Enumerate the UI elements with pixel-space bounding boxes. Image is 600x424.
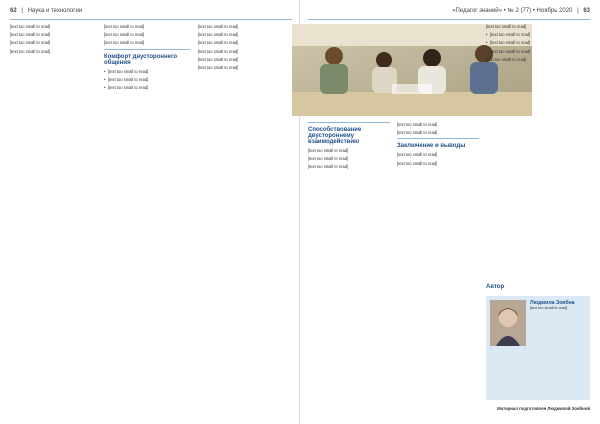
- left-page-header: [10, 8, 82, 18]
- section-heading: Заключение и выводы: [397, 143, 466, 150]
- author-name: Людмила Зоябна: [530, 300, 575, 306]
- paragraph: [text too small to read]: [198, 65, 239, 71]
- article-column-3: [198, 24, 290, 73]
- section-rule: [308, 122, 390, 123]
- paragraph: [text too small to read]: [104, 24, 145, 29]
- paragraph: [text too small to read]: [10, 48, 51, 54]
- paragraph: [text too small to read]: [486, 24, 527, 29]
- paragraph: [text too small to read]: [397, 160, 438, 166]
- header-rule: [10, 19, 292, 20]
- author-box: [486, 296, 590, 400]
- author-photo: [490, 300, 526, 346]
- bullet-item: • [text too small to read]: [486, 32, 590, 37]
- paragraph: [text too small to read]: [397, 152, 438, 158]
- paragraph: [text too small to read]: [308, 164, 349, 170]
- journal-title: «Педагог знаний» • № 2 (77) • Ноябрь 2020: [452, 8, 573, 14]
- paragraph: [text too small to read]: [397, 130, 438, 136]
- bullet-item: • [text too small to read]: [486, 49, 590, 54]
- footer-credit: Материал подготовлен Людмилой Зоябной: [497, 406, 590, 411]
- paragraph: [text too small to read]: [10, 40, 51, 46]
- section-heading: Способствование двустороннему взаимодействию: [308, 127, 362, 145]
- author-portrait: [490, 300, 526, 346]
- paragraph: [text too small to read]: [308, 156, 349, 162]
- page-number: 63: [583, 8, 590, 14]
- article-column-2: [104, 24, 190, 93]
- numbered-item: • [text too small to read]: [104, 69, 190, 74]
- page-number: 62: [10, 8, 17, 14]
- right-page-header: [452, 8, 590, 18]
- paragraph: [text too small to read]: [10, 24, 51, 29]
- paragraph: [text too small to read]: [198, 56, 239, 62]
- header-separator: |: [577, 8, 579, 14]
- paragraph: [text too small to read]: [10, 32, 51, 38]
- author-label: Автор: [486, 284, 505, 290]
- section-rule: [397, 138, 479, 139]
- paragraph: [text too small to read]: [198, 32, 239, 38]
- paragraph: [text too small to read]: [486, 56, 527, 62]
- paragraph: [text too small to read]: [104, 32, 145, 38]
- numbered-item: • [text too small to read]: [104, 85, 190, 90]
- paragraph: [text too small to read]: [198, 48, 239, 54]
- article-column-5: [397, 122, 479, 169]
- author-bio: [text too small to read]: [530, 306, 568, 310]
- numbered-item: • [text too small to read]: [104, 77, 190, 82]
- header-separator: |: [21, 8, 23, 14]
- bullet-item: • [text too small to read]: [486, 40, 590, 45]
- paragraph: [text too small to read]: [104, 40, 145, 46]
- paragraph: [text too small to read]: [198, 24, 239, 29]
- section-title: Наука и технологии: [27, 8, 83, 14]
- right-page: [300, 0, 600, 424]
- paragraph: [text too small to read]: [198, 40, 239, 46]
- author-label-wrap: [486, 284, 590, 290]
- article-column-1: [10, 24, 96, 57]
- section-heading: Комфорт двустороннего общения: [104, 53, 178, 66]
- author-details: [530, 300, 588, 311]
- article-column-4: [308, 122, 390, 173]
- header-rule: [308, 19, 590, 20]
- section-rule: [104, 49, 190, 50]
- paragraph: [text too small to read]: [308, 148, 349, 153]
- article-column-6: [486, 24, 590, 65]
- paragraph: [text too small to read]: [397, 122, 438, 127]
